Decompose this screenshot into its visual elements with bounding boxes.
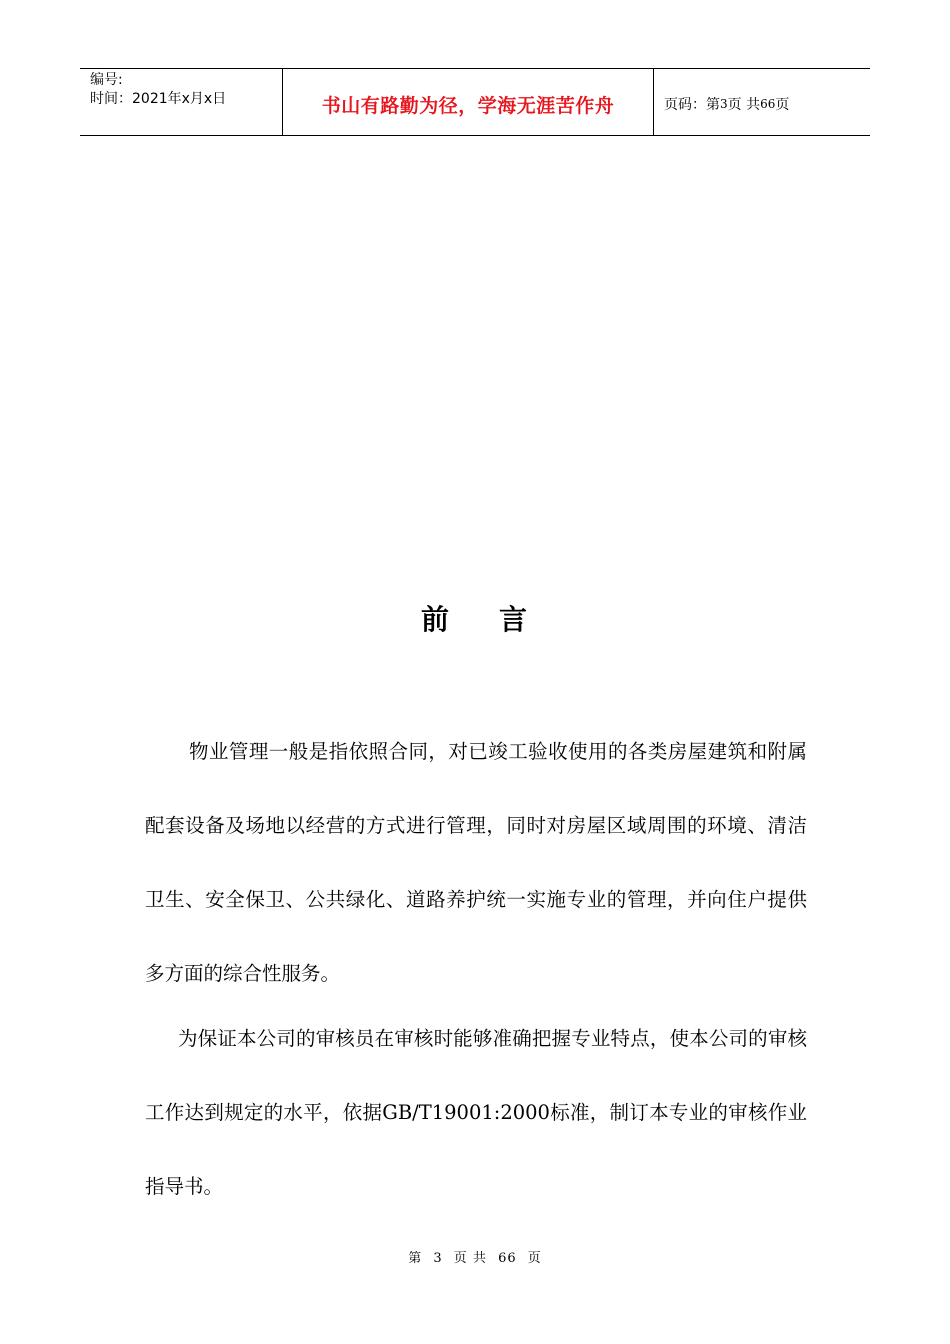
- header-page-mid: 页 共: [727, 97, 761, 113]
- header-motto-cell: [282, 69, 654, 135]
- footer-page-current: 3: [433, 1251, 443, 1266]
- paragraph-1: 物业管理一般是指依照合同，对已竣工验收使用的各类房屋建筑和附属配套设备及场地以经营的方式进行管理，同时对房屋区域周围的环境、清洁卫生、安全保卫、公共绿化、道路养护统一实施专业的管理，并向住户提供多方面的综合性服务。: [145, 740, 807, 985]
- footer-prefix: 第: [408, 1251, 423, 1266]
- header-meta: [80, 69, 282, 135]
- page-footer: [0, 1247, 950, 1266]
- page-title: [0, 598, 950, 638]
- page-header: [80, 68, 870, 136]
- footer-page-total: 66: [498, 1251, 517, 1266]
- document-number-label: 编号:: [90, 72, 123, 88]
- paragraph-2-block: [145, 1002, 807, 1224]
- header-page-suffix: 页: [775, 97, 790, 113]
- document-time-label: 时间：2021年x月x日: [90, 91, 227, 107]
- footer-mid: 页 共: [453, 1251, 487, 1266]
- header-page-total: 66: [760, 97, 776, 111]
- title-char-2: 言: [499, 603, 530, 636]
- header-motto: 书山有路勤为径，学海无涯苦作舟: [321, 94, 615, 117]
- title-char-1: 前: [420, 603, 451, 636]
- header-page-current: 3: [720, 97, 728, 111]
- footer-suffix: 页: [527, 1251, 542, 1266]
- paragraph-2: 为保证本公司的审核员在审核时能够准确把握专业特点，使本公司的审核工作达到规定的水平，依据GB/T19001:2000标准，制订本专业的审核作业指导书。: [145, 1027, 807, 1198]
- header-page-info: [654, 69, 870, 135]
- header-page-prefix: 页码：第: [664, 97, 720, 113]
- paragraph-1-block: [145, 715, 807, 1011]
